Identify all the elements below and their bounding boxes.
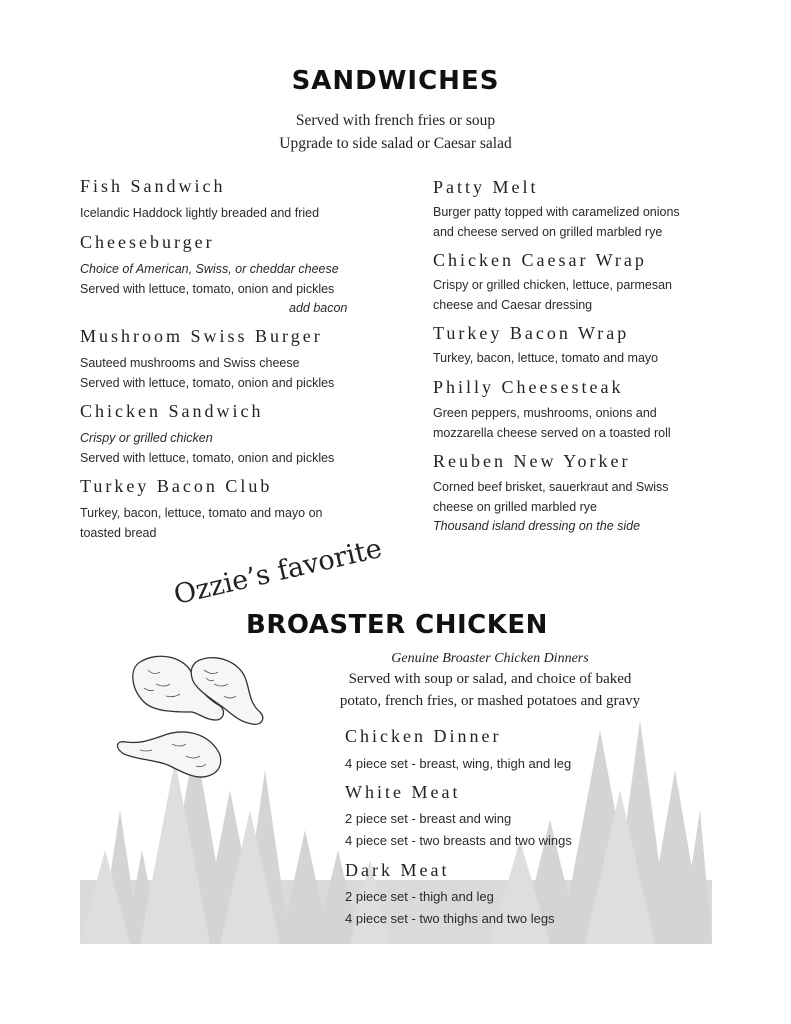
- ozzies-favorite-script: Ozzie’s favorite: [171, 533, 385, 611]
- broaster-item-description: [345, 808, 572, 852]
- menu-item-detail: Crispy or grilled chicken, lettuce, parmesan: [433, 278, 672, 292]
- broaster-item-description: [345, 886, 555, 930]
- menu-item-description: [433, 478, 669, 537]
- fried-chicken-illustration: [100, 648, 300, 788]
- menu-item-name: Reuben New Yorker: [433, 451, 631, 471]
- menu-item-detail: Corned beef brisket, sauerkraut and Swiss: [433, 480, 669, 494]
- broaster-item-detail: 4 piece set - two breasts and two wings: [345, 833, 572, 848]
- menu-item-name: Mushroom Swiss Burger: [80, 326, 323, 346]
- sandwiches-subtitle-sides: Served with french fries or soup: [295, 112, 496, 129]
- menu-item-detail: and cheese served on grilled marbled rye: [433, 224, 663, 239]
- sandwiches-title: SANDWICHES: [291, 66, 500, 96]
- menu-item-description: [80, 429, 334, 468]
- menu-item-option: Choice of American, Swiss, or cheddar cheese: [80, 262, 339, 276]
- menu-item-name: Turkey Bacon Club: [80, 476, 273, 496]
- broaster-item-detail: 2 piece set - thigh and leg: [345, 889, 494, 904]
- menu-item-name: Patty Melt: [433, 177, 539, 197]
- menu-item-name: Cheeseburger: [80, 232, 215, 252]
- menu-item-detail: cheese and Caesar dressing: [433, 297, 593, 312]
- menu-item-description: Turkey, bacon, lettuce, tomato and mayo: [433, 351, 659, 365]
- menu-item-description: [433, 404, 671, 443]
- menu-item-detail: cheese on grilled marbled rye: [433, 499, 597, 514]
- broaster-tagline: Genuine Broaster Chicken Dinners: [391, 651, 589, 666]
- menu-item-detail: Burger patty topped with caramelized onions: [433, 205, 680, 219]
- menu-item-description: [80, 260, 339, 299]
- menu-item-detail: Served with lettuce, tomato, onion and pickles: [80, 450, 335, 465]
- broaster-item-name: White Meat: [345, 782, 461, 802]
- menu-item-description: [433, 203, 680, 242]
- menu-item-name: Philly Cheesesteak: [433, 377, 624, 397]
- sandwiches-subtitle-upgrade: Upgrade to side salad or Caesar salad: [279, 135, 512, 152]
- menu-item-description: [433, 276, 672, 315]
- broaster-description: potato, french fries, or mashed potatoes and gravy: [339, 693, 641, 709]
- menu-item-description: Icelandic Haddock lightly breaded and fried: [80, 206, 320, 220]
- menu-item-detail: Turkey, bacon, lettuce, tomato and mayo on: [80, 506, 323, 520]
- menu-item-note: Thousand island dressing on the side: [433, 519, 641, 533]
- broaster-title: BROASTER CHICKEN: [246, 610, 548, 640]
- menu-item-detail: Served with lettuce, tomato, onion and pickles: [80, 375, 335, 390]
- menu-item-name: Turkey Bacon Wrap: [433, 323, 630, 343]
- menu-item-detail: Green peppers, mushrooms, onions and: [433, 406, 657, 420]
- broaster-item-name: Chicken Dinner: [345, 726, 502, 746]
- menu-item-name: Chicken Caesar Wrap: [433, 250, 647, 270]
- menu-item-detail: mozzarella cheese served on a toasted roll: [433, 425, 671, 440]
- menu-item-name: Chicken Sandwich: [80, 401, 264, 421]
- broaster-item-detail: 2 piece set - breast and wing: [345, 811, 512, 826]
- menu-item-name: Fish Sandwich: [80, 176, 226, 196]
- menu-item-detail: Served with lettuce, tomato, onion and pickles: [80, 281, 335, 296]
- menu-item-detail: Sauteed mushrooms and Swiss cheese: [80, 356, 300, 370]
- broaster-item-name: Dark Meat: [345, 860, 450, 880]
- menu-item-description: [80, 354, 334, 393]
- broaster-description: Served with soup or salad, and choice of baked: [348, 671, 632, 687]
- menu-item-addon: add bacon: [289, 301, 348, 315]
- menu-item-option: Crispy or grilled chicken: [80, 431, 213, 445]
- broaster-item-detail: 4 piece set - two thighs and two legs: [345, 911, 555, 926]
- menu-item-description: [80, 504, 323, 543]
- broaster-item-description: 4 piece set - breast, wing, thigh and leg: [345, 756, 572, 771]
- menu-item-detail: toasted bread: [80, 525, 157, 540]
